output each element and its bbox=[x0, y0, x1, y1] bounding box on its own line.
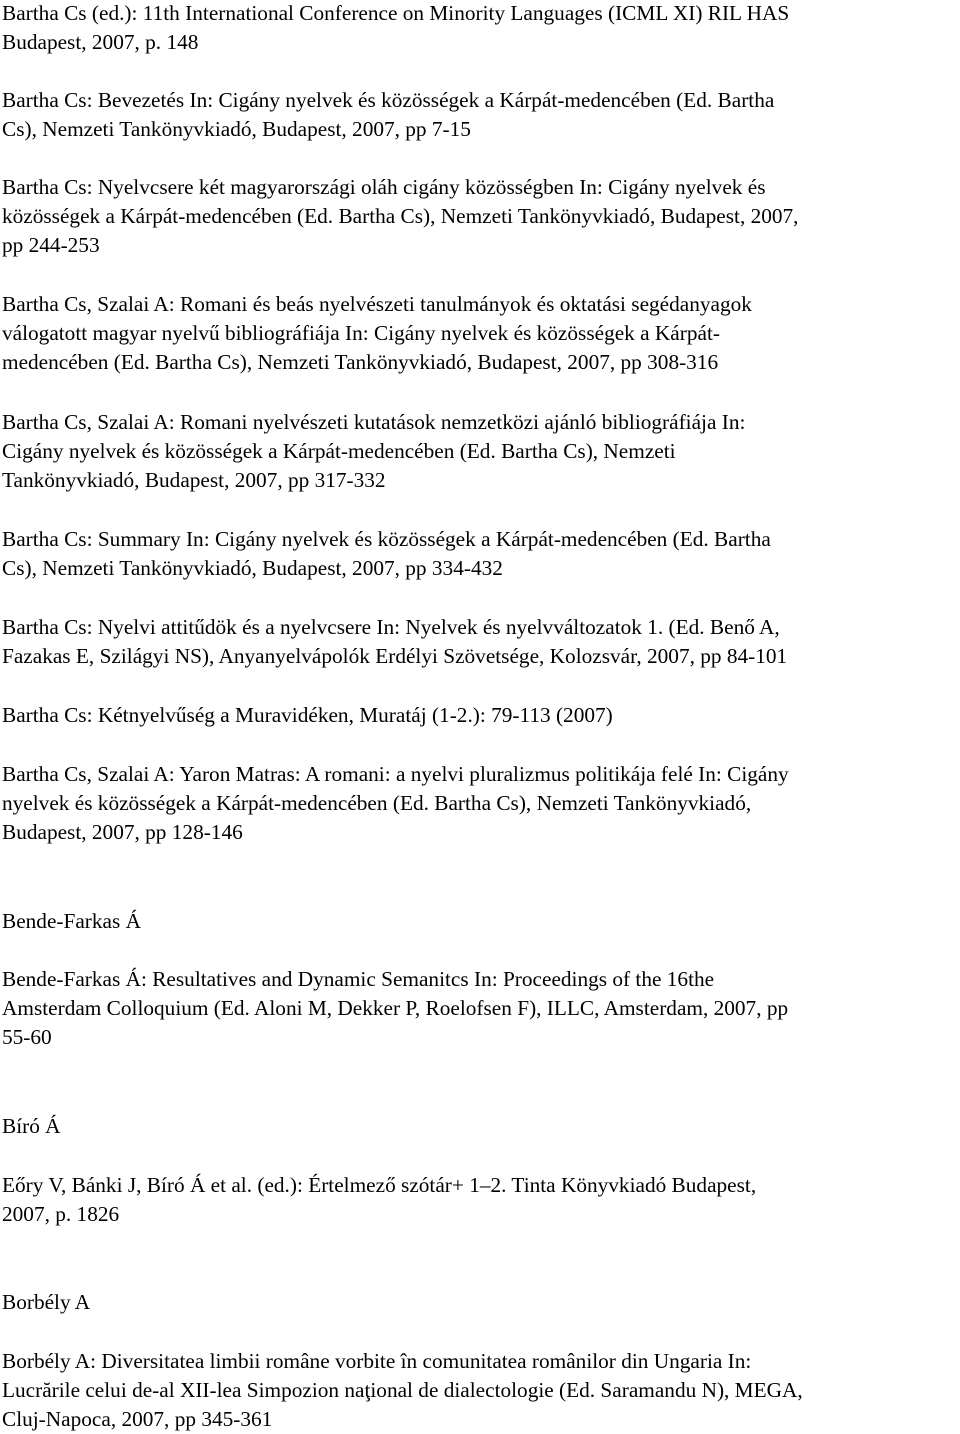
reference-line: Bartha Cs: Nyelvi attitűdök és a nyelvcsere In: Nyelvek és nyelvváltozatok 1. (Ed. Benő A, bbox=[2, 615, 780, 639]
reference-line: Cs), Nemzeti Tankönyvkiadó, Budapest, 2007, pp 334-432 bbox=[2, 556, 503, 580]
reference-line: Cs), Nemzeti Tankönyvkiadó, Budapest, 2007, pp 7-15 bbox=[2, 117, 471, 141]
reference-line: Amsterdam Colloquium (Ed. Aloni M, Dekker P, Roelofsen F), ILLC, Amsterdam, 2007, pp bbox=[2, 996, 789, 1020]
author-heading bbox=[2, 1112, 957, 1141]
reference-entry bbox=[2, 408, 957, 495]
reference-entry bbox=[2, 173, 957, 260]
author-name: Bende-Farkas Á bbox=[2, 909, 141, 933]
reference-line: Bartha Cs, Szalai A: Romani nyelvészeti kutatások nemzetközi ajánló bibliográfiája In: bbox=[2, 410, 746, 434]
author-name: Bíró Á bbox=[2, 1114, 61, 1138]
reference-line: Tankönyvkiadó, Budapest, 2007, pp 317-332 bbox=[2, 468, 386, 492]
reference-line: Cluj-Napoca, 2007, pp 345-361 bbox=[2, 1407, 273, 1431]
reference-line: Bartha Cs, Szalai A: Romani és beás nyelvészeti tanulmányok és oktatási segédanyagok bbox=[2, 292, 752, 316]
reference-line: medencében (Ed. Bartha Cs), Nemzeti Tankönyvkiadó, Budapest, 2007, pp 308-316 bbox=[2, 350, 719, 374]
reference-line: Bartha Cs (ed.): 11th International Conference on Minority Languages (ICML XI) RIL HAS bbox=[2, 1, 790, 25]
reference-line: válogatott magyar nyelvű bibliográfiája In: Cigány nyelvek és közösségek a Kárpát- bbox=[2, 321, 720, 345]
reference-line: közösségek a Kárpát-medencében (Ed. Bartha Cs), Nemzeti Tankönyvkiadó, Budapest, 2007, bbox=[2, 204, 799, 228]
reference-line: Bartha Cs: Summary In: Cigány nyelvek és közösségek a Kárpát-medencében (Ed. Bartha bbox=[2, 527, 771, 551]
reference-line: 2007, p. 1826 bbox=[2, 1202, 120, 1226]
reference-entry bbox=[2, 1171, 957, 1229]
reference-line: Bartha Cs: Bevezetés In: Cigány nyelvek és közösségek a Kárpát-medencében (Ed. Bartha bbox=[2, 88, 775, 112]
reference-line: Cigány nyelvek és közösségek a Kárpát-medencében (Ed. Bartha Cs), Nemzeti bbox=[2, 439, 676, 463]
reference-line: Budapest, 2007, p. 148 bbox=[2, 30, 199, 54]
reference-entry bbox=[2, 1347, 957, 1434]
reference-entry bbox=[2, 290, 957, 377]
reference-line: Bartha Cs: Kétnyelvűség a Muravidéken, Muratáj (1-2.): 79-113 (2007) bbox=[2, 703, 613, 727]
reference-line: 55-60 bbox=[2, 1025, 52, 1049]
reference-line: Lucrările celui de-al XII-lea Simpozion naţional de dialectologie (Ed. Saramandu N), MEGA, bbox=[2, 1378, 803, 1402]
reference-entry bbox=[2, 613, 957, 671]
author-heading bbox=[2, 1288, 957, 1317]
reference-entry bbox=[2, 0, 957, 57]
reference-line: Eőry V, Bánki J, Bíró Á et al. (ed.): Értelmező szótár+ 1–2. Tinta Könyvkiadó Budapest, bbox=[2, 1173, 757, 1197]
author-name: Borbély A bbox=[2, 1290, 91, 1314]
reference-line: Bende-Farkas Á: Resultatives and Dynamic Semanitcs In: Proceedings of the 16the bbox=[2, 967, 715, 991]
reference-line: Bartha Cs, Szalai A: Yaron Matras: A romani: a nyelvi pluralizmus politikája felé In: Cigány bbox=[2, 762, 789, 786]
reference-entry bbox=[2, 965, 957, 1052]
reference-line: Budapest, 2007, pp 128-146 bbox=[2, 820, 243, 844]
reference-line: Bartha Cs: Nyelvcsere két magyarországi oláh cigány közösségben In: Cigány nyelvek és bbox=[2, 175, 766, 199]
reference-line: pp 244-253 bbox=[2, 233, 100, 257]
reference-line: nyelvek és közösségek a Kárpát-medencében (Ed. Bartha Cs), Nemzeti Tankönyvkiadó, bbox=[2, 791, 752, 815]
reference-entry bbox=[2, 86, 957, 144]
reference-entry bbox=[2, 525, 957, 583]
reference-line: Fazakas E, Szilágyi NS), Anyanyelvápolók Erdélyi Szövetsége, Kolozsvár, 2007, pp 84-101 bbox=[2, 644, 788, 668]
reference-line: Borbély A: Diversitatea limbii române vorbite în comunitatea românilor din Ungaria In: bbox=[2, 1349, 752, 1373]
reference-entry bbox=[2, 760, 957, 847]
reference-entry bbox=[2, 701, 957, 730]
author-heading bbox=[2, 907, 957, 936]
